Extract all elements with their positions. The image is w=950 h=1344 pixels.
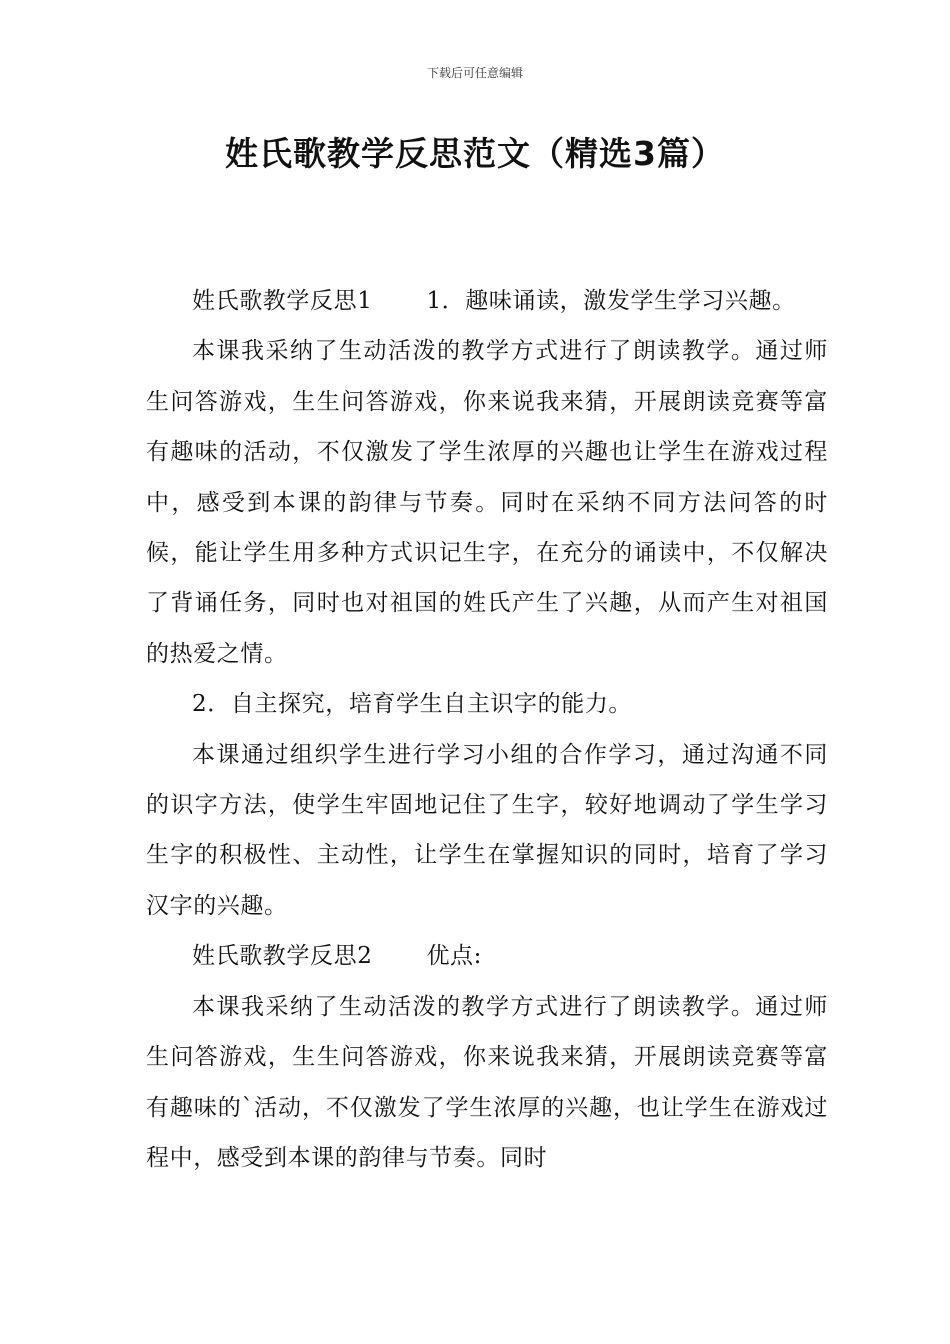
section-1-paragraph: 本课我采纳了生动活泼的教学方式进行了朗读教学。通过师生问答游戏，生生问答游戏，你来说我来猜，开展朗读竞赛等富有趣味的活动，不仅激发了学生浓厚的兴趣也让学生在游戏过程中，感受到本课的韵律与节奏。同时在采纳不同方法问答的时候，能让学生用多种方式识记生字，在充分的诵读中，不仅解决了背诵任务，同时也对祖国的姓氏产生了兴趣，从而产生对祖国的热爱之情。 [146,338,828,667]
header-note: 下载后可任意编辑 [426,66,523,80]
section-1-paragraph: 本课通过组织学生进行学习小组的合作学习，通过沟通不同的识字方法，使学生牢固地记住了生字，较好地调动了学生学习生字的积极性、主动性，让学生在掌握知识的同时，培育了学习汉字的兴趣。 [146,741,828,919]
section-2-heading: 姓氏歌教学反思2 [192,943,373,970]
section-1-heading: 姓氏歌教学反思1 [192,288,373,314]
document-title: 姓氏歌教学反思范文（精选3篇） [225,134,725,173]
section-2-paragraph: 本课我采纳了生动活泼的教学方式进行了朗读教学。通过师生问答游戏，生生问答游戏，你来说我来猜，开展朗读竞赛等富有趣味的`活动，不仅激发了学生浓厚的兴趣，也让学生在游戏过程中，感受到本课的韵律与节奏。同时 [146,993,828,1171]
section-1-paragraph: 2．自主探究，培育学生自主识字的能力。 [192,691,633,718]
section-1-intro [146,276,828,326]
section-2-intro [146,931,828,981]
document-body [146,276,828,1183]
section-1-first-line: 1．趣味诵读，激发学生学习兴趣。 [426,288,796,314]
section-2-first-line: 优点: [426,943,482,970]
